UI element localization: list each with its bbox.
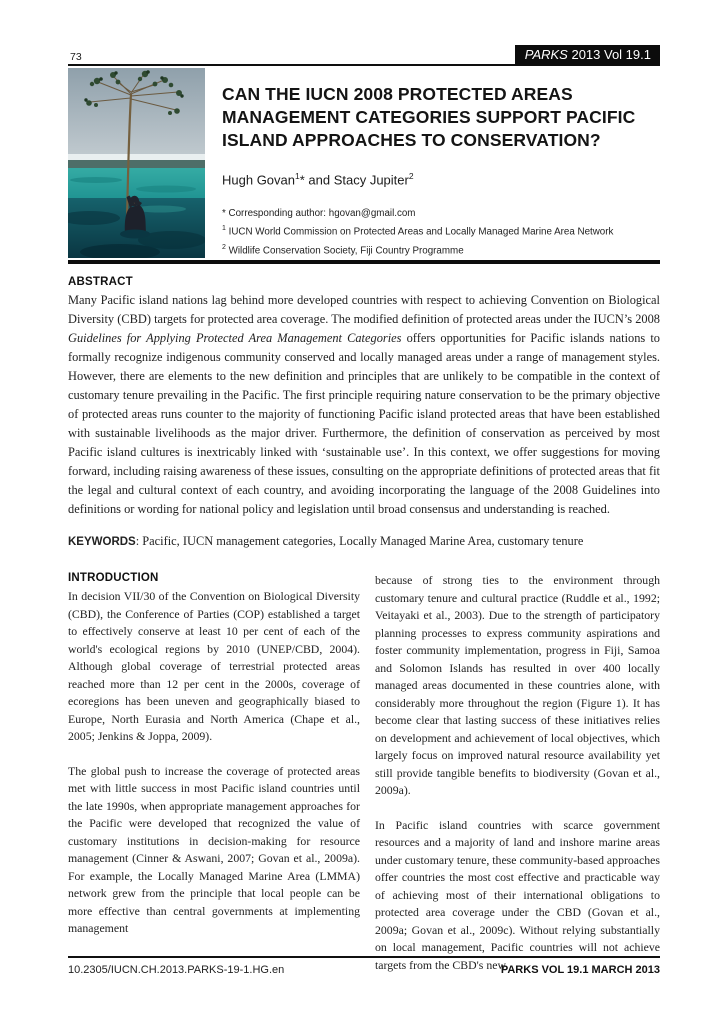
title-block: [222, 68, 660, 258]
header-divider: [68, 260, 660, 264]
abstract-text: Many Pacific island nations lag behind more developed countries with respect to achieving Convention on Biological Diversity (CBD) targets for protected area coverage. The modified definition of protected areas under the IUCN’s 2008 Guidelines for Applying Protected Area Management Categories offers opportunities for Pacific islands nations to formally recognize indigenous community conserved and locally managed areas under a range of management styles. However, there are elements to the new definition and principles that are unlikely to be compatible in the context of customary tenure prevailing in the Pacific. The first principle requiring nature conservation to be the primary objective of protected areas runs counter to the majority of functioning Pacific island protected areas that have been established with sustainable livelihoods as the major driver. Furthermore, the definition of conservation as perceived by most Pacific island cultures is inextricably linked with ‘sustainable use’. In this context, we offer suggestions for moving forward, including raising awareness of these issues, consulting on the appropriate definitions of protected areas that fit the legal and cultural context of each country, and avoiding incorporating the language of the 2008 Guidelines into definitions or wording for national policy and legislation until broad consensus and understanding is reached.: [68, 293, 660, 516]
intro-paragraph: In decision VII/30 of the Convention on Biological Diversity (CBD), the Conference of Parties (COP) established a target to effectively conserve at least 10 per cent of each of the world's ecological regions by 2010 (UNEP/CBD, 2004). Although global coverage of terrestrial protected areas reached more than 12 per cent in the 2000s, coverage of ecoregions has been uneven and geographically biased to Europe, North Eurasia and North America (Chape et al., 2005; Jenkins & Joppa, 2009).: [68, 589, 360, 743]
affiliation-2: $^2$ Wildlife Conservation Society, Fiji Country Programme: [222, 243, 464, 256]
affiliation-1: $^1$ IUCN World Commission on Protected Areas and Locally Managed Marine Area Network: [222, 225, 614, 238]
intro-paragraph: The global push to increase the coverage of protected areas met with little success in most Pacific island countries until the late 1990s, when appropriate management approaches for the Pacific were developed that recognized the value of customary institutions in decision-making for resource management (Cinner & Aswani, 2007; Govan et al., 2009a). For example, the Locally Managed Marine Area (LMMA) network grew from the principle that local people can be more effective than central governments at implementing management: [68, 763, 360, 935]
photo-surf-line: [68, 154, 205, 161]
affiliations: [222, 206, 660, 258]
journal-footer-text: PARKS VOL 19.1 MARCH 2013: [500, 964, 660, 976]
abstract-section: [68, 276, 660, 519]
cover-photo: [68, 68, 205, 258]
introduction-heading: INTRODUCTION: [68, 572, 159, 584]
photo-mid-water: [68, 168, 205, 200]
body-columns: [68, 572, 660, 991]
affiliation-corresponding: * Corresponding author: hgovan@gmail.com: [222, 208, 416, 220]
intro-paragraph: because of strong ties to the environment through customary tenure and cultural practice (Ruddle et al., 1992; Veitayaki et al., 2003). Due to the strength of participatory planning processes to express community aspirations and foster community implementation, progress in Fiji, Samoa and Solomon Islands has resulted in over 400 locally managed areas documented in these countries alone, with considerably more throughout the region (Figure 1). It has become clear that lasting success of these initiatives relies on development and achievement of local objectives, which largely focus on improved natural resource availability yet still provide tangible benefits to biodiversity (Govan et al., 2009a).: [375, 573, 660, 797]
page-header: [68, 46, 660, 66]
intro-paragraph: In Pacific island countries with scarce government resources and a majority of land and inshore marine areas under customary tenure, these community-based approaches offer countries the most cost effective and practicable way of achieving most of their international obligations to protected area coverage under the CBD (Govan et al., 2009a; Govan et al., 2009c). Without relying substantially on local management, Pacific countries will not achieve targets from the CBD's new: [375, 817, 660, 972]
right-column: [375, 572, 660, 991]
doi-text: 10.2305/IUCN.CH.2013.PARKS-19-1.HG.en: [68, 964, 285, 976]
abstract-heading: ABSTRACT: [68, 276, 133, 288]
article-header: [68, 68, 660, 258]
photo-reef-band: [68, 160, 205, 169]
keywords-line: KEYWORDS: Pacific, IUCN management categories, Locally Managed Marine Area, customary tenure: [68, 534, 584, 548]
page-number: 73: [70, 51, 82, 63]
article-title: CAN THE IUCN 2008 PROTECTED AREAS MANAGEMENT CATEGORIES SUPPORT PACIFIC ISLAND APPROACHES TO CONSERVATION?: [222, 84, 636, 150]
page-footer: [68, 956, 660, 976]
left-column: [68, 572, 360, 991]
author-line: Hugh Govan$^1$* and Stacy Jupiter$^2$: [222, 171, 414, 188]
journal-volume-badge: PARKS 2013 Vol 19.1: [515, 45, 660, 65]
photo-sky: [68, 68, 205, 160]
